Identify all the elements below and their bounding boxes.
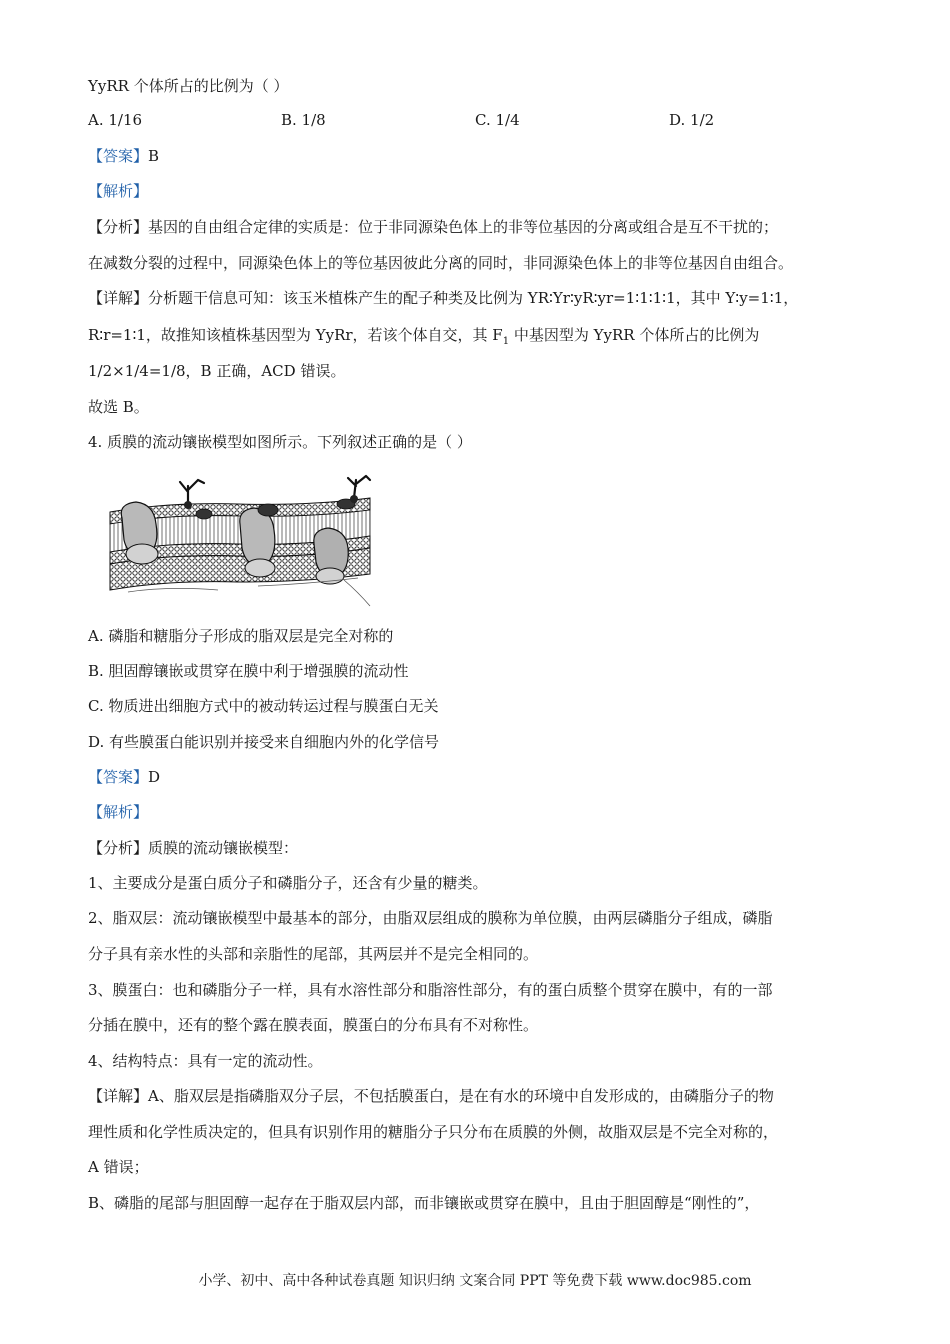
answer-tag: 【答案】 [88,768,149,786]
q4-detail-line2: 理性质和化学性质决定的，但具有识别作用的糖脂分子只分布在质膜的外侧，故脂双层是不完全对称的， [88,1123,779,1141]
q3-analysis-line2: 在减数分裂的过程中，同源染色体上的等位基因彼此分离的同时，非同源染色体上的非等位基因自由组合。 [88,254,794,272]
q4-detail-line1: 【详解】A、脂双层是指磷脂双分子层，不包括膜蛋白，是在有水的环境中自发形成的，由磷脂分子的物 [88,1087,774,1105]
q3-conclusion: 故选 B。 [88,398,149,416]
q4-option-c: C. 物质进出细胞方式中的被动转运过程与膜蛋白无关 [88,697,439,715]
q3-options [88,111,878,131]
q3-detail-line1: 【详解】分析题干信息可知：该玉米植株产生的配子种类及比例为 YR∶Yr∶yR∶yr=1∶1∶1∶1，其中 Y∶y=1∶1， [88,289,799,307]
page-footer: 小学、初中、高中各种试卷真题 知识归纳 文案合同 PPT 等免费下载 www.doc985.com [198,1273,752,1289]
detail-label: 【详解】 [88,289,149,307]
q3-option-c: C. 1/4 [475,111,520,129]
q4-detail-line4: B、磷脂的尾部与胆固醇一起存在于脂双层内部，而非镶嵌或贯穿在膜中，且由于胆固醇是“刚性的”， [88,1194,760,1212]
analysis-label: 【分析】 [88,218,149,236]
q4-point-2-cont: 分子具有亲水性的头部和亲脂性的尾部，其两层并不是完全相同的。 [88,945,539,963]
q4-answer: D [148,768,161,786]
q4-detail-line3: A 错误； [88,1158,149,1176]
q4-point-3: 3、膜蛋白：也和磷脂分子一样，具有水溶性部分和脂溶性部分，有的蛋白质整个贯穿在膜中，有的一部 [88,981,773,999]
q3-option-d: D. 1/2 [669,111,715,129]
q4-analysis-tag: 【解析】 [88,803,149,821]
q4-stem: 4. 质膜的流动镶嵌模型如图所示。下列叙述正确的是（ ） [88,433,472,451]
q3-stem-tail: YyRR 个体所占的比例为（ ） [88,77,289,95]
q3-analysis-tag: 【解析】 [88,182,149,200]
q4-point-4: 4、结构特点：具有一定的流动性。 [88,1052,323,1070]
q4-option-a: A. 磷脂和糖脂分子形成的脂双层是完全对称的 [88,627,394,645]
q4-option-d: D. 有些膜蛋白能识别并接受来自细胞内外的化学信号 [88,733,440,751]
q4-option-b: B. 胆固醇镶嵌或贯穿在膜中利于增强膜的流动性 [88,662,409,680]
q4-point-2: 2、脂双层：流动镶嵌模型中最基本的部分，由脂双层组成的膜称为单位膜，由两层磷脂分子组成，磷脂 [88,909,773,927]
q3-option-b: B. 1/8 [281,111,326,129]
detail-label: 【详解】 [88,1087,149,1105]
membrane-model-figure [108,474,376,610]
q4-answer-line [88,767,878,787]
q3-detail-line3: 1/2×1/4=1/8，B 正确，ACD 错误。 [88,362,346,380]
q3-analysis-line1: 【分析】基因的自由组合定律的实质是：位于非同源染色体上的非等位基因的分离或组合是互不干扰的； [88,218,779,236]
q4-point-1: 1、主要成分是蛋白质分子和磷脂分子，还含有少量的糖类。 [88,874,488,892]
q3-answer-line [88,146,878,166]
q3-option-a: A. 1/16 [88,111,143,129]
answer-tag: 【答案】 [88,147,149,165]
q3-answer: B [148,147,160,165]
q3-detail-line2: R∶r=1∶1，故推知该植株基因型为 YyRr，若该个体自交，其 $F_1$ 中基因型为 YyRR 个体所占的比例为 [88,326,760,347]
q4-analysis-intro: 【分析】质膜的流动镶嵌模型： [88,839,299,857]
q4-point-3-cont: 分插在膜中，还有的整个露在膜表面，膜蛋白的分布具有不对称性。 [88,1016,539,1034]
analysis-label: 【分析】 [88,839,149,857]
